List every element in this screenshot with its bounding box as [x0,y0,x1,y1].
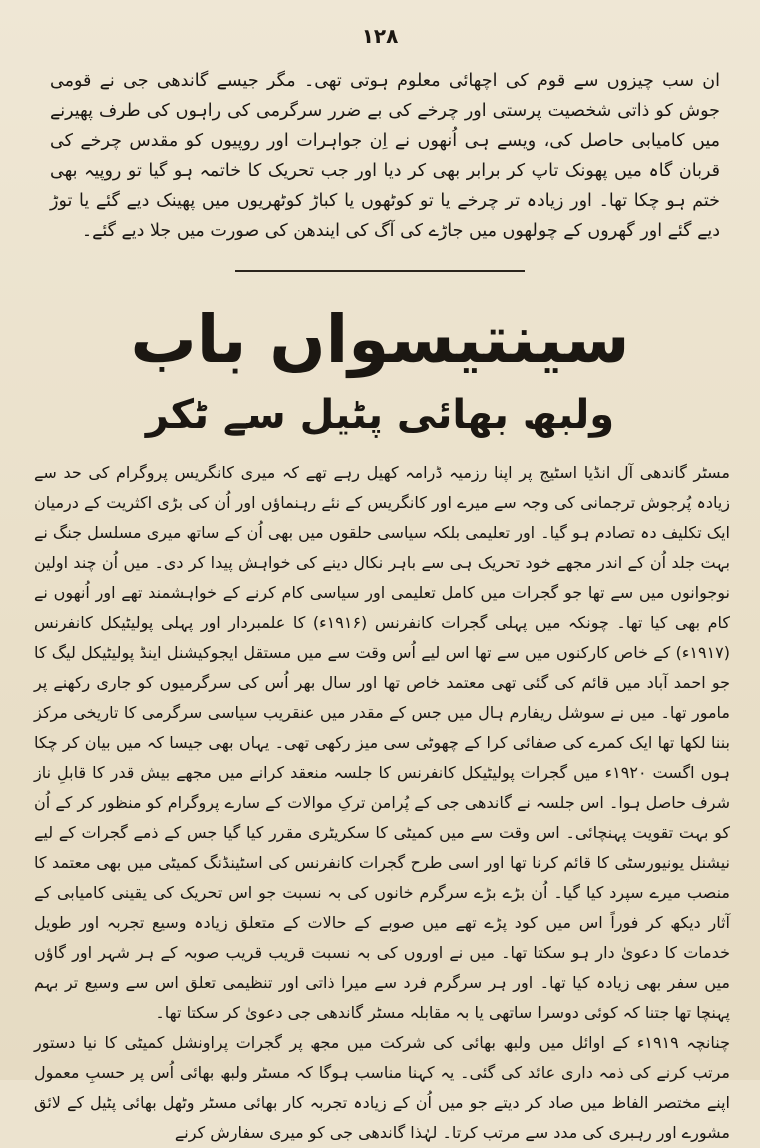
chapter-title: سینتیسواں باب [130,301,630,378]
page-number: ۱۲۸ [361,24,399,48]
body-paragraph: مسٹر گاندھی آل انڈیا اسٹیج پر اپنا رزمیہ ڈرامہ کھیل رہے تھے کہ میری کانگریس پروگرام کی حد سے زیادہ پُرجوش ترجمانی کی وجہ سے میرے اور کانگریس کے نئے رہنماؤں اور اُن کی بڑی اکثریت کے درمیان ایک تکلیف دہ تصادم ہو گیا۔ اور تعلیمی بلکہ سیاسی حلقوں میں بھی اُن کے ساتھ میری مسلسل جنگ نے بہت جلد اُن کے اندر مجھے خود تحریک ہی سے باہر نکال دینے کی خواہش پیدا کر دی۔ میں اُن چند اولین نوجوانوں میں سے تھا جو گجرات میں کامل تعلیمی اور سیاسی کام کرنے کے خواہشمند تھے اور اُنھوں نے کام بھی کیا تھا۔ چونکہ میں پہلی گجرات کانفرنس (۱۹۱۶ء) کا علمبردار اور پہلی پولیٹیکل کانفرنس (۱۹۱۷ء) کے خاص کارکنوں میں سے تھا اس لیے اُس وقت سے میں مستقل ایجوکیشنل اینڈ پولیٹیکل لیگ کا جو احمد آباد میں قائم کی گئی تھی معتمد خاص تھا اور سال بھر اُس کی سرگرمیوں کو جاری رکھنے پر مامور تھا۔ میں نے سوشل ریفارم ہال میں جس کے مقدر میں عنقریب سیاسی سرگرمی کا تاریخی مرکز بننا لکھا تھا ایک کمرے کی صفائی کرا کے چھوٹی سی میز رکھی تھی۔ یہاں بھی جیسا کہ میں بیان کر چکا ہوں اگست ۱۹۲۰ء میں گجرات پولیٹیکل کانفرنس کا جلسہ منعقد کرانے میں مجھے بیش قدر کا قابلِ ناز شرف حاصل ہوا۔ اس جلسہ نے گاندھی جی کے پُرامن ترکِ موالات کے سارے پروگرام کو منظور کر کے اُن کو بہت تقویت پہنچائی۔ اس وقت سے میں کمیٹی کا سکریٹری مقرر کیا گیا جس کے ذمے گجرات کے لیے نیشنل یونیورسٹی کا قائم کرنا تھا اور اسی طرح گجرات کانفرنس کی اسٹینڈنگ کمیٹی میں بھی معتمد کا منصب میرے سپرد کیا گیا۔ اُن بڑے بڑے سرگرم خانوں کی بہ نسبت جو اس تحریک کی یقینی کامیابی کے آثار دیکھ کر فوراً اس میں کود پڑے تھے میں صوبے کے حالات کے متعلق زیادہ وسیع تجربہ اور طویل خدمات کا دعویٰ دار ہو سکتا تھا۔ میں نے اوروں کی بہ نسبت قریب قریب صوبہ کے ہر شہر اور گاؤں میں سفر بھی زیادہ کیا تھا۔ اور ہر سرگرم فرد سے میرا ذاتی اور تنظیمی تعلق اس سے وسیع تر بہم پہنچا تھا جتنا کہ کوئی دوسرا ساتھی یا بہ مقابلہ مسٹر گاندھی جی دعویٰ کر سکتا تھا۔ [34,463,731,1022]
chapter-body [34,458,730,1148]
chapter-subtitle: ولبھ بھائی پٹیل سے ٹکر [145,392,615,438]
section-divider [235,270,525,272]
body-paragraph: چنانچہ ۱۹۱۹ء کے اوائل میں ولبھ بھائی کی شرکت میں مجھ پر گجرات پراونشل کمیٹی کا نیا دستور مرتب کرنے کی ذمہ داری عائد کی گئی۔ یہ کہنا مناسب ہوگا کہ مسٹر ولبھ بھائی اُس پر حسبِ معمول اپنے مختصر الفاظ میں صاد کر دیتے جو میں اُن کے زیادہ تجربہ کار بھائی مسٹر وٹھل بھائی پٹیل کے لائق مشورے اور رہبری کی مدد سے مرتب کرتا۔ لہٰذا گاندھی جی کو میری سفارش کرنے [34,1033,730,1142]
intro-paragraph: ان سب چیزوں سے قوم کی اچھائی معلوم ہوتی تھی۔ مگر جیسے گاندھی جی نے قومی جوش کو ذاتی شخصیت پرستی اور چرخے کی بے ضرر سرگرمی کی راہوں کی طرف پھیرنے میں کامیابی حاصل کی، ویسے ہی اُنھوں نے اِن جواہرات اور روپیوں کو مقدس چرخے کی قربان گاہ میں پھونک تاپ کر برابر بھی کر دیا اور جب تحریک کا خاتمہ ہو گیا تو روپیہ بھی ختم ہو چکا تھا۔ اور زیادہ تر چرخے یا تو کوٹھوں یا کباڑ کوٹھریوں میں پھینک دیے گئے یا توڑ دیے گئے اور گھروں کے چولھوں میں جاڑے کی آگ کی ایندھن کی صورت میں جلا دیے گئے۔ [50,71,720,241]
